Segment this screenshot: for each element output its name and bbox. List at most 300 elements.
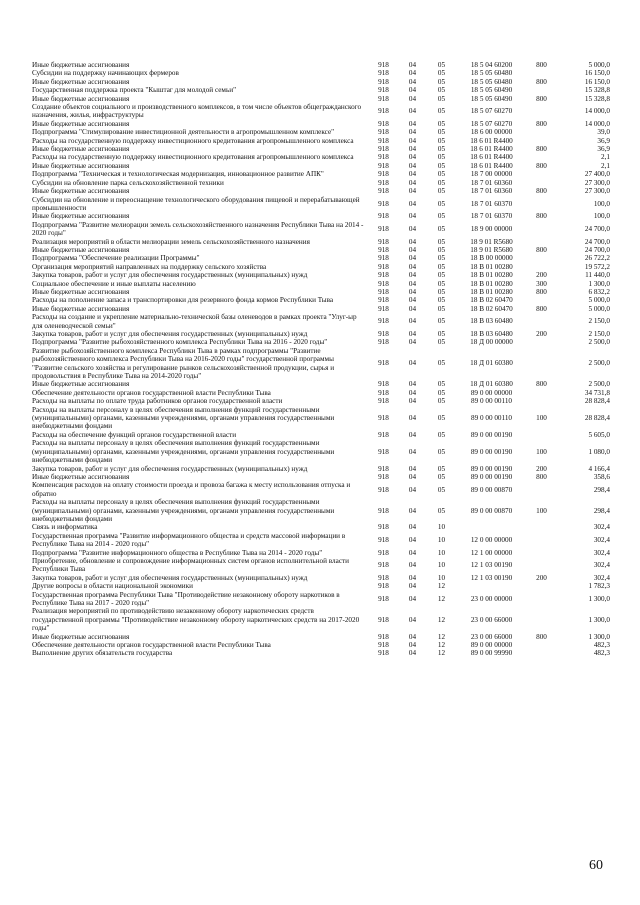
row-amount: 358,6: [593, 472, 610, 481]
row-ministry: 918: [378, 317, 389, 326]
row-amount: 36,9: [597, 136, 610, 145]
row-ministry: 918: [378, 615, 389, 624]
row-section: 04: [408, 330, 417, 338]
table-row: [32, 465, 610, 473]
row-ministry: 918: [378, 296, 389, 305]
row-name: Иные бюджетные ассигнования: [32, 304, 130, 313]
row-amount: 15 328,8: [584, 94, 610, 103]
row-subsection: 05: [437, 397, 446, 406]
row-amount: 5 000,0: [588, 304, 610, 313]
row-subsection: 05: [437, 170, 446, 179]
row-expense-type: [527, 338, 556, 346]
row-section: 04: [408, 594, 417, 603]
row-ministry: 918: [378, 107, 389, 116]
row-subsection: 12: [437, 632, 446, 641]
row-ministry: 918: [378, 178, 389, 187]
row-ministry: 918: [378, 136, 389, 145]
row-amount: 24 700,0: [584, 224, 610, 233]
row-section: 04: [408, 271, 417, 280]
row-section: 04: [408, 199, 417, 208]
row-name: Расходы на выплаты персоналу в целях обеспечения выполнения функций государственными (муниципальными) органами, казенными учреждениями, органами управления государственными внебюджетными фондами: [32, 498, 335, 523]
table-row: [32, 145, 610, 153]
row-subsection: 05: [437, 338, 446, 347]
row-expense-type: 200: [536, 271, 547, 280]
row-ministry: 918: [378, 237, 389, 246]
table-row: [32, 212, 610, 220]
table-row: [32, 103, 610, 120]
row-expense-type: 800: [536, 61, 547, 69]
row-name: Расходы на государственную поддержку инвестиционного кредитования агропромышленного комплекса: [32, 136, 354, 145]
row-name: Обеспечение деятельности органов государственной власти Республики Тыва: [32, 641, 271, 650]
row-target-article: 18 5 07 60270: [470, 107, 513, 116]
row-subsection: 05: [437, 128, 446, 137]
row-amount: 2 500,0: [588, 380, 610, 389]
row-section: 04: [408, 535, 417, 544]
row-name: Расходы на выплаты по оплате труда работников органов государственной власти: [32, 397, 283, 406]
row-name: Закупка товаров, работ и услуг для обеспечения государственных (муниципальных) нужд: [32, 464, 308, 473]
row-expense-type: [527, 481, 556, 498]
row-subsection: 05: [437, 178, 446, 187]
row-ministry: 918: [378, 212, 389, 221]
row-ministry: 918: [378, 187, 389, 196]
row-target-article: 18 7 01 60360: [470, 187, 513, 196]
row-amount: 16 150,0: [584, 69, 610, 78]
row-expense-type: [527, 313, 556, 330]
row-amount: 1 300,0: [588, 594, 610, 603]
table-row: [32, 338, 610, 346]
row-target-article: 18 В 01 00280: [470, 279, 513, 288]
row-target-article: 18 9 01 R5680: [470, 245, 513, 254]
row-section: 04: [408, 464, 417, 473]
row-subsection: 05: [437, 153, 446, 162]
table-row: [32, 288, 610, 296]
row-target-article: 89 0 00 00870: [470, 485, 513, 494]
row-target-article: 89 0 00 00870: [470, 506, 513, 515]
row-amount: 11 440,0: [585, 271, 610, 280]
row-ministry: 918: [378, 245, 389, 254]
row-subsection: 12: [437, 582, 446, 591]
table-row: [32, 238, 610, 246]
row-name: Приобретение, обновление и сопровождение информационных систем органов исполнительной власти Республики Тыва: [32, 556, 350, 574]
row-section: 04: [408, 61, 417, 69]
row-name: Государственная программа Республики Тыва "Противодействие незаконному обороту наркотиков в Республике Тыва на 2017 - 2020 годы": [32, 590, 340, 607]
row-expense-type: 800: [536, 245, 547, 254]
row-expense-type: 300: [536, 279, 547, 288]
row-ministry: 918: [378, 649, 389, 658]
row-name: Социальное обеспечение и иные выплаты населению: [32, 279, 196, 288]
row-name: Расходы на пополнение запаса и транспортировки для резервного фонда кормов Республики Тыва: [32, 296, 334, 305]
row-expense-type: [527, 582, 556, 590]
row-ministry: 918: [378, 199, 389, 208]
row-subsection: 05: [437, 330, 446, 338]
row-subsection: 05: [437, 224, 446, 233]
row-expense-type: [527, 532, 556, 549]
table-row: [32, 473, 610, 481]
row-expense-type: [527, 238, 556, 246]
row-name: Подпрограмма "Развитие мелиорации земель сельскохозяйственного назначения Республики Тыва на 2014 - 2020 годы": [32, 220, 364, 238]
row-amount: 19 572,2: [584, 262, 610, 271]
row-amount: 28 828,4: [584, 397, 610, 406]
row-name: Расходы на выплаты персоналу в целях обеспечения выполнения функций государственными (муниципальными) органами, казенными учреждениями, органами управления государственными внебюджетными фондами: [32, 439, 335, 465]
row-ministry: 918: [378, 119, 389, 128]
table-row: [32, 582, 610, 590]
row-name: Подпрограмма "Развитие рыбохозяйственного комплекса Республики Тыва на 2016 - 2020 годы": [32, 338, 328, 347]
row-target-article: 18 В 02 60470: [470, 304, 513, 313]
row-expense-type: [527, 431, 556, 439]
row-amount: 34 731,8: [584, 388, 610, 397]
row-ministry: 918: [378, 388, 389, 397]
table-row: [32, 397, 610, 405]
row-section: 04: [408, 119, 417, 128]
row-expense-type: [527, 69, 556, 77]
row-subsection: 05: [437, 296, 446, 305]
row-ministry: 918: [378, 224, 389, 233]
row-amount: 302,4: [593, 523, 610, 532]
row-subsection: 05: [437, 359, 446, 368]
row-ministry: 918: [378, 535, 389, 544]
row-amount: 1 782,3: [588, 582, 610, 591]
row-subsection: 05: [437, 212, 446, 221]
row-section: 04: [408, 170, 417, 179]
row-subsection: 05: [437, 145, 446, 154]
row-subsection: 05: [437, 199, 446, 208]
row-ministry: 918: [378, 561, 389, 570]
row-name: Субсидии на обновление парка сельскохозяйственной техники: [32, 178, 224, 187]
row-target-article: 89 0 00 99990: [470, 649, 513, 658]
table-row: [32, 280, 610, 288]
table-row: [32, 170, 610, 178]
row-subsection: 05: [437, 472, 446, 481]
row-section: 04: [408, 414, 417, 423]
row-amount: 1 300,0: [588, 615, 610, 624]
row-expense-type: [527, 549, 556, 557]
table-row: [32, 263, 610, 271]
row-section: 04: [408, 632, 417, 641]
row-target-article: 18 5 05 60480: [470, 77, 513, 86]
row-amount: 24 700,0: [584, 245, 610, 254]
row-name: Организация мероприятий направленных на поддержку сельского хозяйства: [32, 262, 267, 271]
row-section: 04: [408, 86, 417, 95]
row-expense-type: [527, 523, 556, 531]
table-row: [32, 187, 610, 195]
row-name: Расходы на создание и укрепление материально-технической базы оленеводов в рамках проекта "Улуг-ыр для оленеводческой семьи": [32, 313, 357, 330]
row-subsection: 05: [437, 271, 446, 280]
row-ministry: 918: [378, 94, 389, 103]
row-target-article: 12 0 00 00000: [470, 535, 513, 544]
table-row: [32, 431, 610, 439]
row-ministry: 918: [378, 397, 389, 406]
row-ministry: 918: [378, 573, 389, 582]
row-section: 04: [408, 359, 417, 368]
row-ministry: 918: [378, 548, 389, 557]
row-target-article: 18 5 07 60270: [470, 119, 513, 128]
row-target-article: 18 9 01 R5680: [470, 237, 513, 246]
row-subsection: 05: [437, 69, 446, 78]
row-section: 04: [408, 388, 417, 397]
row-name: Создание объектов социального и производственного комплексов, в том числе объектов общегражданского назначения, жилья, инфраструктуры: [32, 103, 362, 120]
row-ministry: 918: [378, 61, 389, 69]
row-ministry: 918: [378, 262, 389, 271]
table-row: [32, 296, 610, 304]
row-amount: 100,0: [593, 199, 610, 208]
row-expense-type: [527, 641, 556, 649]
row-subsection: 05: [437, 388, 446, 397]
table-row: [32, 246, 610, 254]
row-target-article: 18 6 01 R4400: [470, 145, 513, 154]
table-row: [32, 406, 610, 431]
table-row: [32, 591, 610, 608]
row-ministry: 918: [378, 271, 389, 280]
row-ministry: 918: [378, 472, 389, 481]
row-name: Развитие рыбохозяйственного комплекса Республики Тыва в рамках подпрограммы "Развитие рыбохозяйственного комплекса Республики Тыва на 2016-2020 годы" государственной программы "Развитие сельского хозяйства и регулирование рынков сельскохозяйственной продукции, сырья и продовольствия в Республике Тыва на 2014-2020 годы": [32, 346, 335, 381]
row-section: 04: [408, 161, 417, 170]
row-ministry: 918: [378, 279, 389, 288]
table-row: [32, 439, 610, 464]
row-subsection: 05: [437, 254, 446, 263]
row-target-article: 18 6 01 R4400: [470, 153, 513, 162]
table-row: [32, 574, 610, 582]
row-ministry: 918: [378, 145, 389, 154]
budget-table: [32, 61, 610, 658]
row-amount: 482,3: [593, 641, 610, 650]
row-expense-type: 800: [536, 77, 547, 86]
row-ministry: 918: [378, 304, 389, 313]
row-target-article: 89 0 00 00190: [470, 472, 513, 481]
row-expense-type: 800: [536, 472, 547, 481]
row-amount: 2,1: [601, 161, 610, 170]
row-ministry: 918: [378, 485, 389, 494]
page-number: 60: [589, 858, 603, 873]
row-ministry: 918: [378, 414, 389, 423]
row-section: 04: [408, 212, 417, 221]
row-target-article: 89 0 00 00190: [470, 430, 513, 439]
table-row: [32, 633, 610, 641]
table-row: [32, 69, 610, 77]
row-section: 04: [408, 561, 417, 570]
row-target-article: 89 0 00 00110: [470, 397, 513, 406]
row-expense-type: [527, 128, 556, 136]
row-amount: 15 328,8: [584, 86, 610, 95]
row-expense-type: 200: [536, 330, 547, 338]
row-subsection: 05: [437, 136, 446, 145]
row-section: 04: [408, 224, 417, 233]
row-ministry: 918: [378, 330, 389, 338]
row-target-article: 18 7 01 60370: [470, 212, 513, 221]
row-subsection: 05: [437, 414, 446, 423]
row-section: 04: [408, 187, 417, 196]
row-subsection: 10: [437, 561, 446, 570]
table-row: [32, 347, 610, 381]
row-name: Иные бюджетные ассигнования: [32, 287, 130, 296]
row-target-article: 12 1 00 00000: [470, 548, 513, 557]
table-row: [32, 137, 610, 145]
row-amount: 26 722,2: [584, 254, 610, 263]
row-subsection: 10: [437, 573, 446, 582]
table-row: [32, 389, 610, 397]
row-ministry: 918: [378, 582, 389, 591]
row-subsection: 12: [437, 594, 446, 603]
row-target-article: 12 1 03 00190: [470, 573, 513, 582]
row-name: Иные бюджетные ассигнования: [32, 187, 130, 196]
row-name: Иные бюджетные ассигнования: [32, 61, 130, 69]
row-subsection: 05: [437, 61, 446, 69]
row-subsection: 05: [437, 464, 446, 473]
row-name: Закупка товаров, работ и услуг для обеспечения государственных (муниципальных) нужд: [32, 271, 308, 280]
table-row: [32, 271, 610, 279]
table-row: [32, 549, 610, 557]
row-expense-type: 800: [536, 145, 547, 154]
row-target-article: 18 6 01 R4400: [470, 136, 513, 145]
row-amount: 302,4: [593, 573, 610, 582]
table-row: [32, 330, 610, 338]
row-name: Подпрограмма "Стимулирование инвестиционной деятельности в агропромышленном комплексе": [32, 128, 335, 137]
row-target-article: 18 6 00 00000: [470, 128, 513, 137]
row-subsection: 12: [437, 649, 446, 658]
row-name: Расходы на выплаты персоналу в целях обеспечения выполнения функций государственными (муниципальными) органами, казенными учреждениями, органами управления государственными внебюджетными фондами: [32, 405, 335, 431]
row-expense-type: [527, 296, 556, 304]
row-target-article: 89 0 00 00000: [470, 641, 513, 650]
row-expense-type: [527, 557, 556, 574]
row-expense-type: 800: [536, 304, 547, 313]
row-name: Иные бюджетные ассигнования: [32, 145, 130, 154]
row-section: 04: [408, 304, 417, 313]
row-expense-type: [527, 649, 556, 657]
row-amount: 27 300,0: [584, 178, 610, 187]
row-target-article: 12 1 03 00190: [470, 561, 513, 570]
row-amount: 302,4: [593, 548, 610, 557]
row-expense-type: [527, 137, 556, 145]
row-section: 04: [408, 296, 417, 305]
row-subsection: 05: [437, 380, 446, 389]
row-name: Субсидии на обновление и переоснащение технологического оборудования пищевой и перерабатывающей промышленности: [32, 195, 360, 212]
row-amount: 4 166,4: [588, 464, 610, 473]
row-subsection: 05: [437, 304, 446, 313]
table-row: [32, 254, 610, 262]
table-row: [32, 179, 610, 187]
row-name: Расходы на государственную поддержку инвестиционного кредитования агропромышленного комплекса: [32, 153, 354, 162]
row-subsection: 12: [437, 615, 446, 624]
row-name: Иные бюджетные ассигнования: [32, 94, 130, 103]
row-subsection: 05: [437, 237, 446, 246]
row-expense-type: 800: [536, 632, 547, 641]
row-target-article: 18 В 01 00280: [470, 262, 513, 271]
row-section: 04: [408, 107, 417, 116]
row-amount: 28 828,4: [584, 414, 610, 423]
row-subsection: 10: [437, 535, 446, 544]
row-name: Закупка товаров, работ и услуг для обеспечения государственных (муниципальных) нужд: [32, 573, 308, 582]
row-target-article: 18 5 04 60200: [470, 61, 513, 69]
row-expense-type: 800: [536, 287, 547, 296]
row-amount: 6 832,2: [588, 287, 610, 296]
row-ministry: 918: [378, 128, 389, 137]
row-target-article: 18 7 00 00000: [470, 170, 513, 179]
row-subsection: 05: [437, 430, 446, 439]
row-section: 04: [408, 380, 417, 389]
row-amount: 5 000,0: [588, 61, 610, 69]
row-name: Выполнение других обязательств государства: [32, 649, 173, 658]
table-row: [32, 95, 610, 103]
row-ministry: 918: [378, 86, 389, 95]
row-amount: 5 000,0: [588, 296, 610, 305]
row-amount: 100,0: [593, 212, 610, 221]
row-target-article: 18 9 00 00000: [470, 224, 513, 233]
row-amount: 5 605,0: [588, 430, 610, 439]
row-expense-type: 800: [536, 161, 547, 170]
row-name: Государственная программа "Развитие информационного общества и средств массовой информации в Республике Тыва на 2014 - 2020 годы": [32, 531, 346, 549]
row-target-article: 18 В 01 00280: [470, 271, 513, 280]
row-target-article: 89 0 00 00190: [470, 464, 513, 473]
row-name: Закупка товаров, работ и услуг для обеспечения государственных (муниципальных) нужд: [32, 330, 308, 338]
table-row: [32, 607, 610, 632]
row-target-article: 18 Д 01 60380: [470, 359, 513, 368]
row-subsection: 05: [437, 245, 446, 254]
table-row: [32, 221, 610, 238]
table-row: [32, 532, 610, 549]
row-ministry: 918: [378, 153, 389, 162]
row-target-article: 18 В 03 60480: [470, 317, 513, 326]
row-expense-type: [527, 196, 556, 213]
row-expense-type: 200: [536, 573, 547, 582]
row-ministry: 918: [378, 380, 389, 389]
row-target-article: 18 5 05 60480: [470, 69, 513, 78]
row-section: 04: [408, 523, 417, 532]
row-ministry: 918: [378, 641, 389, 650]
row-section: 04: [408, 128, 417, 137]
row-name: Подпрограмма "Техническая и технологическая модернизация, инновационное развитие АПК": [32, 170, 324, 179]
row-section: 04: [408, 153, 417, 162]
row-expense-type: [527, 153, 556, 161]
row-subsection: 05: [437, 287, 446, 296]
row-target-article: 89 0 00 00110: [470, 414, 513, 423]
row-expense-type: [527, 170, 556, 178]
row-amount: 16 150,0: [584, 77, 610, 86]
row-name: Государственная поддержка проекта "Кыштаг для молодой семьи": [32, 86, 237, 95]
table-row: [32, 380, 610, 388]
row-expense-type: [527, 254, 556, 262]
row-target-article: 18 Д 01 60380: [470, 380, 513, 389]
row-expense-type: 800: [536, 380, 547, 389]
row-name: Иные бюджетные ассигнования: [32, 77, 130, 86]
row-section: 04: [408, 262, 417, 271]
row-subsection: 05: [437, 187, 446, 196]
row-section: 04: [408, 178, 417, 187]
row-expense-type: [527, 397, 556, 405]
row-expense-type: 100: [536, 506, 547, 515]
row-target-article: 18 7 01 60370: [470, 199, 513, 208]
row-name: Компенсация расходов на оплату стоимости проезда и провоза багажа к месту использования отпуска и обратно: [32, 481, 351, 498]
table-row: [32, 128, 610, 136]
row-expense-type: 100: [536, 447, 547, 456]
row-ministry: 918: [378, 464, 389, 473]
row-amount: 298,4: [593, 506, 610, 515]
row-ministry: 918: [378, 69, 389, 78]
row-expense-type: 200: [536, 464, 547, 473]
row-target-article: 18 Д 00 00000: [470, 338, 513, 347]
row-subsection: 12: [437, 641, 446, 650]
row-target-article: 18 В 00 00000: [470, 254, 513, 263]
row-amount: 14 000,0: [584, 119, 610, 128]
row-expense-type: 800: [536, 187, 547, 196]
row-name: Иные бюджетные ассигнования: [32, 119, 130, 128]
table-row: [32, 153, 610, 161]
table-row: [32, 313, 610, 330]
row-expense-type: [527, 103, 556, 120]
row-ministry: 918: [378, 430, 389, 439]
row-amount: 24 700,0: [584, 237, 610, 246]
row-section: 04: [408, 317, 417, 326]
row-name: Подпрограмма "Развитие информационного общества в Республике Тыва на 2014 - 2020 годы": [32, 548, 323, 557]
row-name: Субсидии на поддержку начинающих фермеров: [32, 69, 179, 78]
